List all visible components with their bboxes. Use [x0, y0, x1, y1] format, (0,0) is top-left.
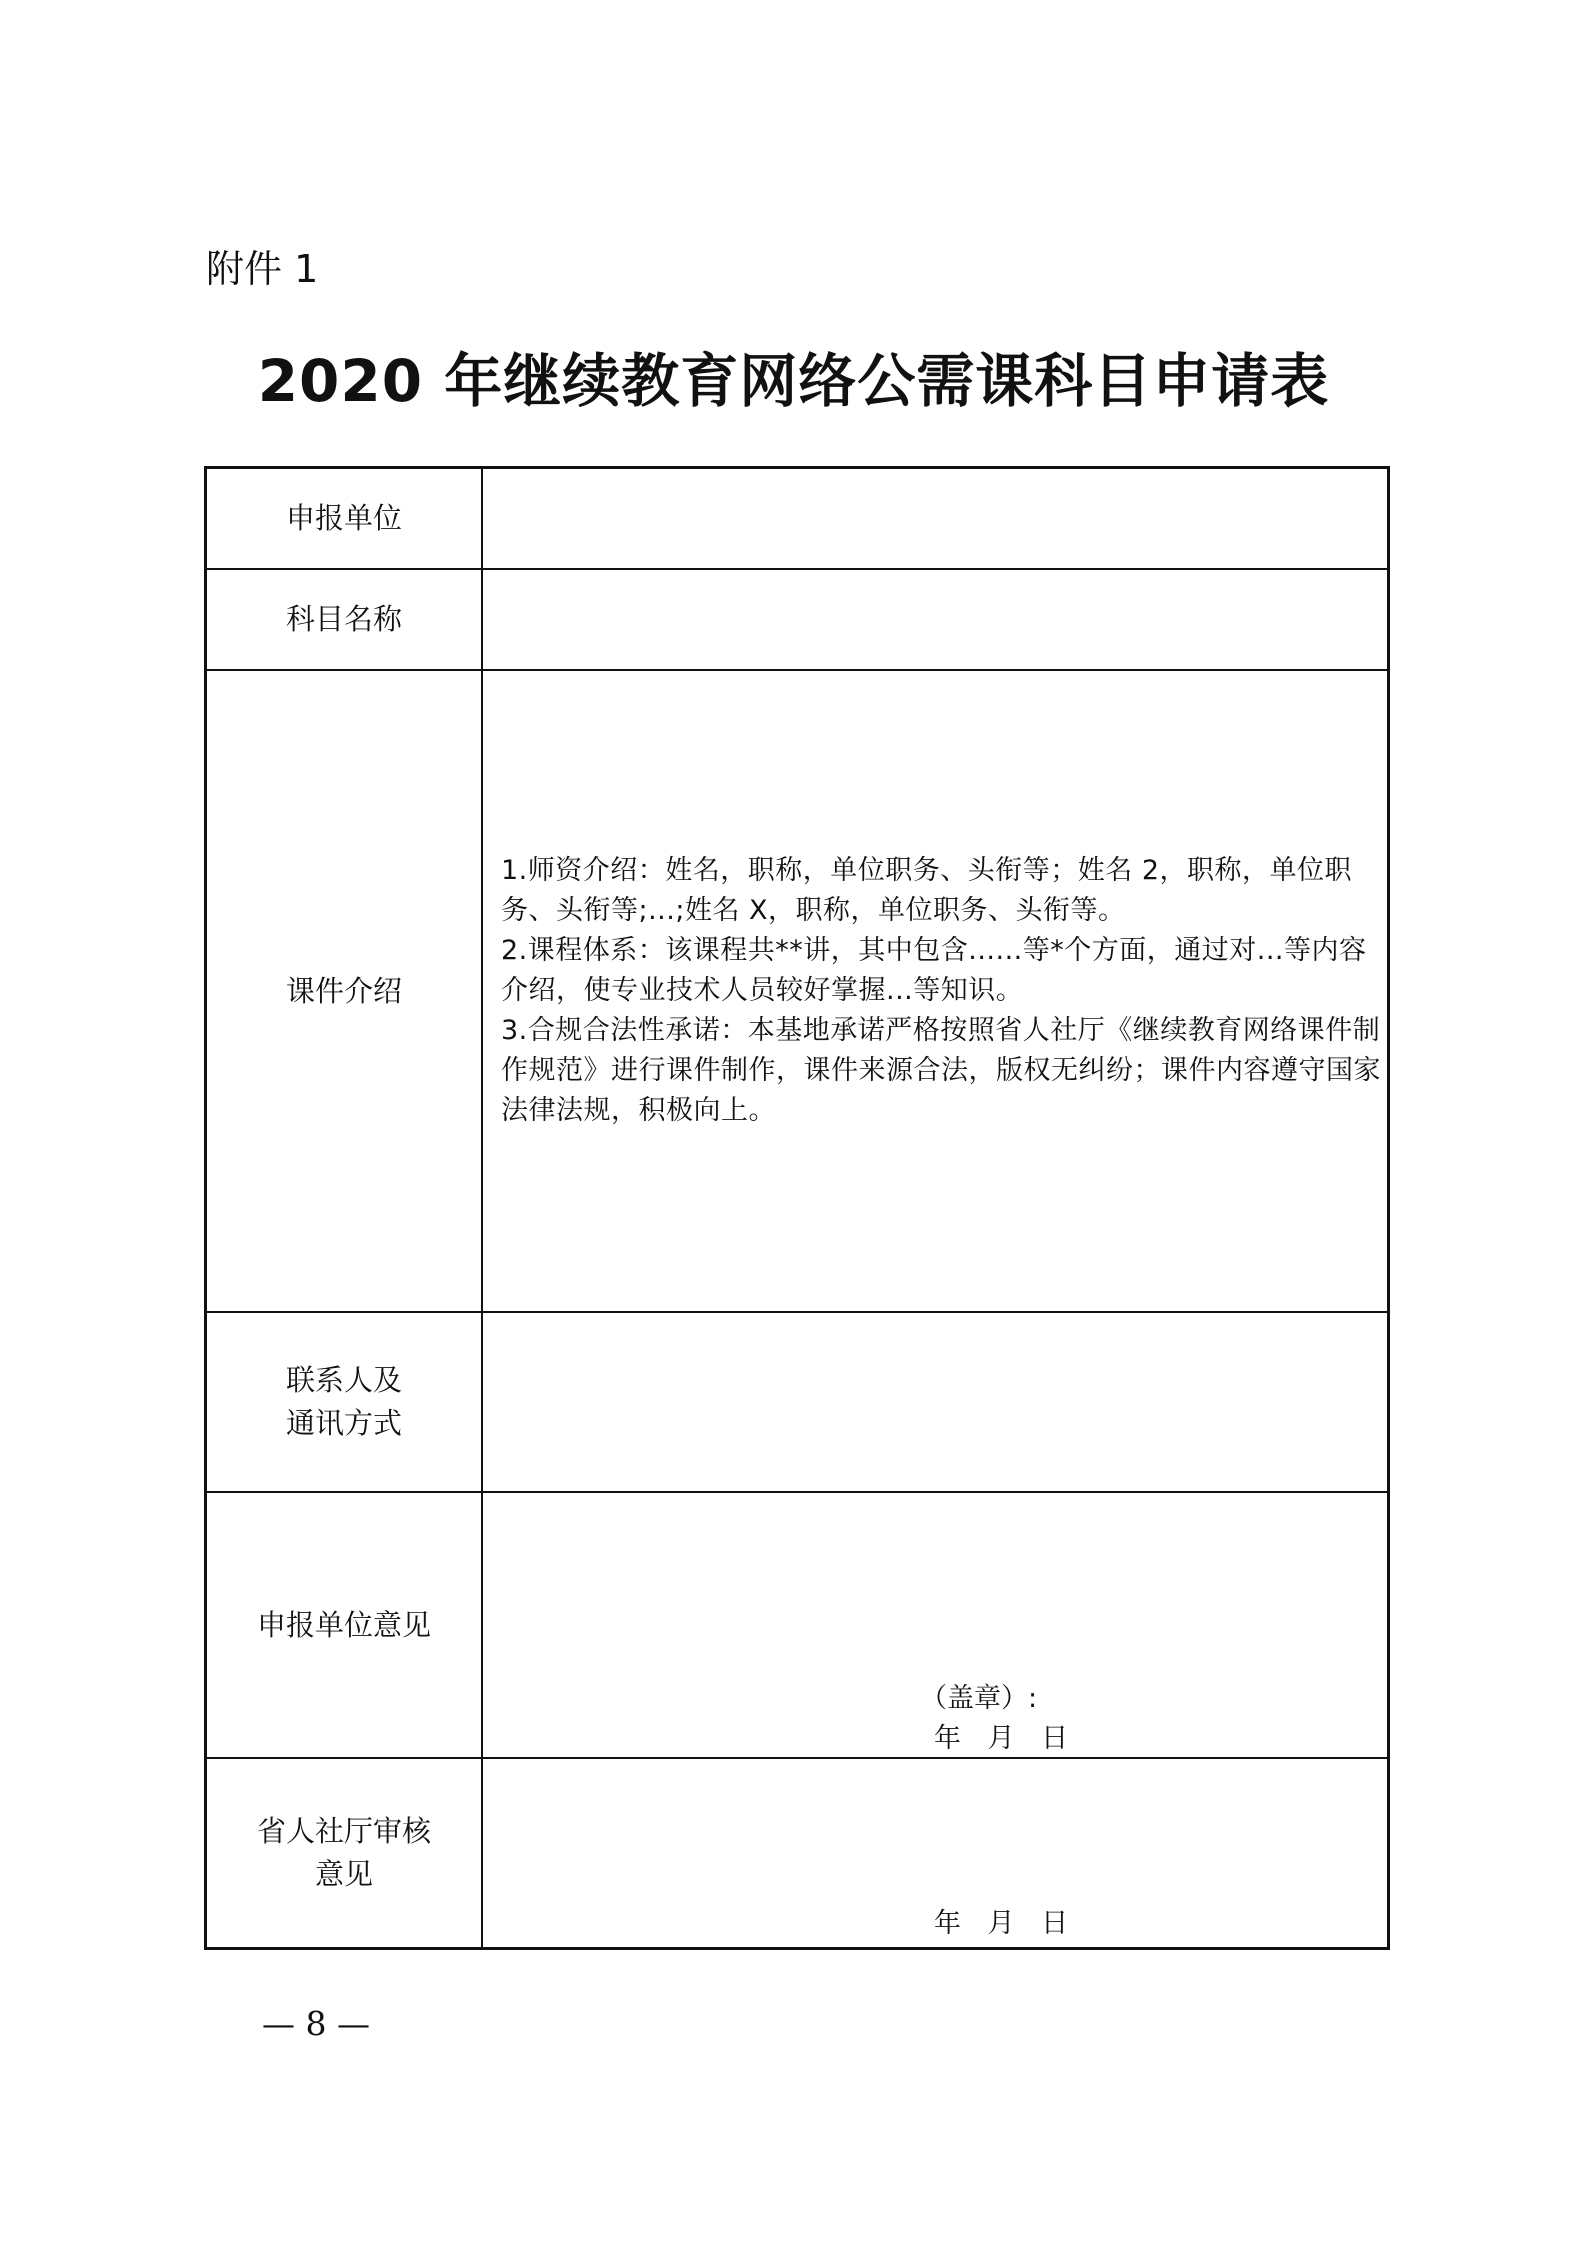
dept-review-date: 年 月 日: [934, 1908, 1073, 1939]
contact-label-line1: 联系人及: [285, 1363, 402, 1397]
unit-opinion-label-text: 申报单位意见: [256, 1607, 431, 1642]
subject-name-label-text: 科目名称: [285, 602, 402, 636]
dept-review-label-line1: 省人社厅审核: [256, 1814, 431, 1848]
course-intro-label-text: 课件介绍: [285, 973, 402, 1008]
attachment-label: 附件 1: [206, 247, 319, 291]
row-course-intro: [207, 671, 1387, 1313]
row-subject-name: [207, 570, 1387, 671]
page-number: — 8 —: [262, 2004, 370, 2043]
seal-line: （盖章）:: [920, 1683, 1038, 1714]
contact-label: [207, 1313, 483, 1491]
unit-opinion-value-cell[interactable]: [483, 1493, 1387, 1757]
application-form-table: [204, 466, 1390, 1950]
row-applicant-unit: [207, 469, 1387, 570]
course-intro-label: [207, 671, 483, 1311]
course-intro-text: [501, 851, 1381, 1131]
intro-paragraph-teachers: 1.师资介绍：姓名，职称，单位职务、头衔等；姓名 2，职称，单位职务、头衔等;...;姓名 X，职称，单位职务、头衔等。: [501, 855, 1353, 926]
dept-review-label-line2: 意见: [314, 1857, 373, 1891]
intro-paragraph-curriculum: 2.课程体系：该课程共**讲，其中包含......等*个方面，通过对...等内容介绍，使专业技术人员较好掌握...等知识。: [501, 935, 1367, 1006]
intro-paragraph-compliance: 3.合规合法性承诺：本基地承诺严格按照省人社厅《继续教育网络课件制作规范》进行课件制作，课件来源合法，版权无纠纷；课件内容遵守国家法律法规，积极向上。: [501, 1015, 1381, 1126]
subject-name-value-cell[interactable]: [483, 570, 1387, 669]
contact-value-cell[interactable]: [483, 1313, 1387, 1491]
dept-review-value-cell[interactable]: [483, 1759, 1387, 1947]
page-title: 2020 年继续教育网络公需课科目申请表: [257, 347, 1330, 415]
unit-opinion-date: 年 月 日: [934, 1723, 1073, 1754]
subject-name-label: [207, 570, 483, 669]
contact-label-line2: 通讯方式: [285, 1406, 402, 1440]
applicant-unit-value-cell[interactable]: [483, 469, 1387, 568]
row-dept-review: [207, 1759, 1387, 1947]
applicant-unit-label-text: 申报单位: [285, 501, 402, 535]
applicant-unit-label: [207, 469, 483, 568]
unit-opinion-label: [207, 1493, 483, 1757]
row-unit-opinion: [207, 1493, 1387, 1759]
row-contact: [207, 1313, 1387, 1493]
dept-review-label: [207, 1759, 483, 1947]
course-intro-value-cell[interactable]: [483, 671, 1387, 1311]
